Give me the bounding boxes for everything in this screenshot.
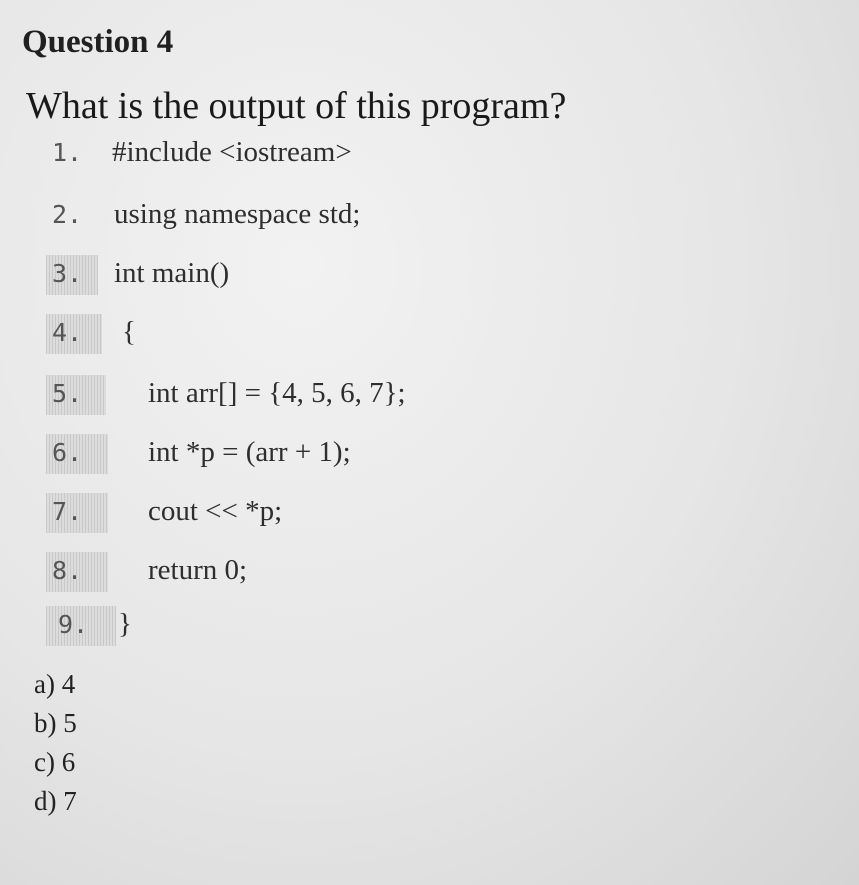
question-prompt: What is the output of this program? xyxy=(26,85,567,127)
option-a[interactable]: a) 4 xyxy=(34,669,76,699)
line-number: 1. xyxy=(52,138,83,167)
code-line xyxy=(0,493,600,533)
code-text: int arr[] = {4, 5, 6, 7}; xyxy=(148,377,406,409)
answer-options xyxy=(34,668,77,824)
code-text: #include <iostream> xyxy=(112,136,352,168)
code-text: using namespace std; xyxy=(114,198,361,230)
code-text: { xyxy=(122,316,136,348)
code-text: } xyxy=(118,608,132,640)
option-d[interactable]: d) 7 xyxy=(34,786,77,816)
code-line xyxy=(0,552,600,592)
code-line xyxy=(0,255,600,295)
line-number: 3. xyxy=(52,259,83,288)
code-text: int main() xyxy=(114,257,230,289)
code-line xyxy=(0,375,600,415)
code-text: int *p = (arr + 1); xyxy=(148,436,351,468)
code-line xyxy=(0,314,600,354)
code-line xyxy=(0,134,600,174)
code-line xyxy=(0,196,600,236)
line-number: 5. xyxy=(52,379,83,408)
line-number: 4. xyxy=(52,318,83,347)
line-number: 6. xyxy=(52,438,83,467)
question-heading: Question 4 xyxy=(22,24,174,60)
code-text: return 0; xyxy=(148,554,248,586)
option-c[interactable]: c) 6 xyxy=(34,747,76,777)
code-line xyxy=(0,606,600,646)
code-line xyxy=(0,434,600,474)
line-number: 9. xyxy=(58,610,89,639)
line-number: 7. xyxy=(52,497,83,526)
line-number: 2. xyxy=(52,200,83,229)
line-number: 8. xyxy=(52,556,83,585)
option-b[interactable]: b) 5 xyxy=(34,708,77,738)
code-text: cout << *p; xyxy=(148,495,283,527)
